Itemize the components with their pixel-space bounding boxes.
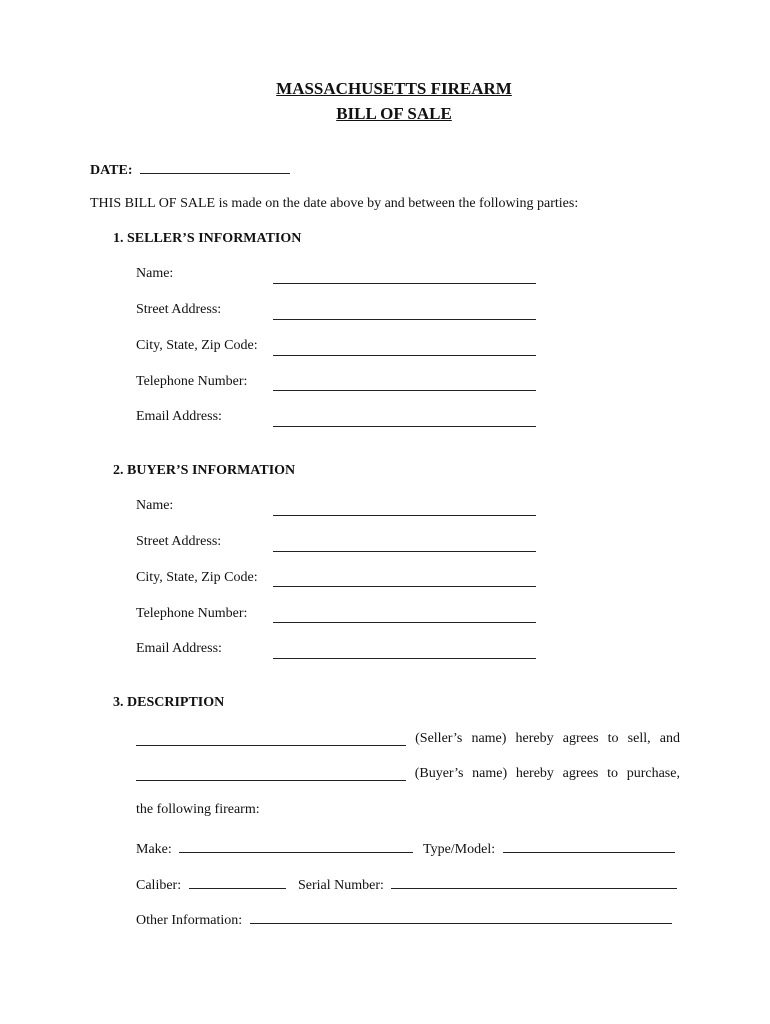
type-model-label: Type/Model: [423, 842, 496, 857]
buyer-agreement-word: to [607, 766, 618, 781]
seller-name-blank[interactable] [136, 731, 406, 746]
buyer-name-blank[interactable] [136, 766, 406, 781]
buyer-agreement-word: (Buyer’s [414, 766, 464, 781]
other-info-field[interactable] [250, 909, 672, 924]
buyer-email-field[interactable] [273, 644, 536, 659]
seller-phone-label: Telephone Number: [136, 374, 248, 389]
buyer-name-field[interactable] [273, 501, 536, 516]
seller-name-field[interactable] [273, 269, 536, 284]
make-field[interactable] [179, 838, 413, 853]
buyer-city-label: City, State, Zip Code: [136, 570, 258, 585]
buyer-agreement-line [136, 766, 680, 782]
following-firearm-text: the following firearm: [136, 802, 260, 817]
seller-street-field[interactable] [273, 305, 536, 320]
description-heading: 3. DESCRIPTION [113, 695, 225, 710]
seller-agreement-word: sell, [627, 731, 651, 746]
seller-agreement-word: agrees [562, 731, 599, 746]
document-title-line1: MASSACHUSETTS FIREARM [276, 79, 512, 98]
buyer-phone-label: Telephone Number: [136, 606, 248, 621]
other-info-label: Other Information: [136, 913, 243, 928]
intro-text: THIS BILL OF SALE is made on the date above by and between the following parties: [90, 196, 579, 211]
date-row [90, 159, 290, 179]
buyer-agreement-word: purchase, [626, 766, 680, 781]
seller-agreement-line [136, 731, 680, 747]
type-row [423, 838, 675, 858]
serial-number-field[interactable] [391, 874, 677, 889]
buyer-city-field[interactable] [273, 572, 536, 587]
buyer-phone-field[interactable] [273, 608, 536, 623]
buyer-agreement-word: hereby [515, 766, 554, 781]
seller-street-label: Street Address: [136, 302, 222, 317]
serial-row [298, 874, 677, 894]
caliber-row [136, 874, 286, 894]
buyer-name-label: Name: [136, 498, 174, 513]
buyer-agreement-word: agrees [562, 766, 599, 781]
make-row [136, 838, 413, 858]
buyer-street-field[interactable] [273, 537, 536, 552]
seller-city-field[interactable] [273, 341, 536, 356]
make-label: Make: [136, 842, 172, 857]
seller-email-label: Email Address: [136, 409, 222, 424]
other-info-row [136, 909, 672, 929]
seller-email-field[interactable] [273, 412, 536, 427]
seller-agreement-word: to [607, 731, 619, 746]
seller-name-label: Name: [136, 266, 174, 281]
serial-number-label: Serial Number: [298, 878, 384, 893]
buyer-heading: 2. BUYER’S INFORMATION [113, 463, 296, 478]
buyer-street-label: Street Address: [136, 534, 222, 549]
buyer-email-label: Email Address: [136, 641, 222, 656]
seller-agreement-word: name) [471, 731, 507, 746]
document-title-line2: BILL OF SALE [336, 104, 452, 123]
buyer-agreement-word: name) [472, 766, 508, 781]
seller-agreement-word: and [659, 731, 680, 746]
caliber-field[interactable] [189, 874, 286, 889]
date-label: DATE: [90, 163, 133, 178]
seller-phone-field[interactable] [273, 376, 536, 391]
caliber-label: Caliber: [136, 878, 182, 893]
seller-agreement-word: (Seller’s [415, 731, 463, 746]
seller-city-label: City, State, Zip Code: [136, 338, 258, 353]
seller-agreement-word: hereby [515, 731, 554, 746]
seller-heading: 1. SELLER’S INFORMATION [113, 231, 302, 246]
date-field[interactable] [140, 159, 290, 174]
type-model-field[interactable] [503, 838, 675, 853]
